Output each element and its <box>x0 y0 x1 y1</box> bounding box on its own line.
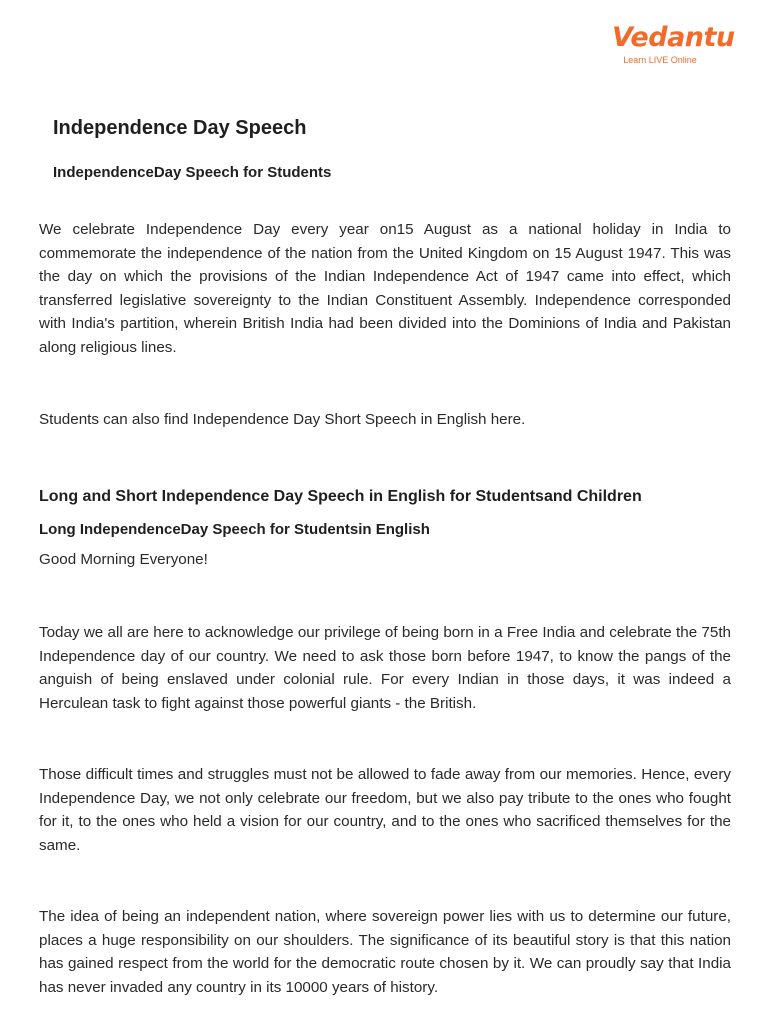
intro-paragraph: We celebrate Independence Day every year on15 August as a national holiday in India to commemorate the independence of the nation from the United Kingdom on 15 August 1947. This was the day on which the provisions of the Indian Independence Act of 1947 came into effect, which transferred legislative sovereignty to the Indian Constituent Assembly. Independence corresponded with India's partition, wherein British India had been divided into the Dominions of India and Pakistan along religious lines. <box>39 221 731 356</box>
logo-tagline: Learn LIVE Online <box>623 55 697 65</box>
logo-wordmark: Vedantu <box>612 22 735 53</box>
speech-paragraph: Those difficult times and struggles must not be allowed to fade away from our memories. Hence, every Independence Day, we not only celebrate our freedom, but we also pay tribute to the ones who fought for it, to the ones who held a vision for our country, and to the ones who sacrificed themselves for the same. <box>39 766 731 854</box>
speech-paragraph: Today we all are here to acknowledge our privilege of being born in a Free India and celebrate the 75th Independence day of our country. We need to ask those born before 1947, to know the pangs of the anguish of being enslaved under colonial rule. For every Indian in those days, it was indeed a Herculean task to fight against those powerful giants - the British. <box>39 624 731 712</box>
page-title: Independence Day Speech <box>53 117 307 139</box>
section-subheading: Long IndependenceDay Speech for Studentsin English <box>39 521 430 538</box>
section-heading: Long and Short Independence Day Speech in English for Studentsand Children <box>39 488 642 505</box>
short-speech-note: Students can also find Independence Day Short Speech in English here. <box>39 411 526 428</box>
greeting-text: Good Morning Everyone! <box>39 551 208 568</box>
speech-paragraph: The idea of being an independent nation, where sovereign power lies with us to determine our future, places a huge responsibility on our shoulders. The significance of its beautiful story is that this nation has gained respect from the world for the democratic route chosen by it. We can proudly say that India has never invaded any country in its 10000 years of history. <box>39 908 731 996</box>
page-subtitle: IndependenceDay Speech for Students <box>53 164 332 181</box>
vedantu-logo <box>612 22 735 66</box>
